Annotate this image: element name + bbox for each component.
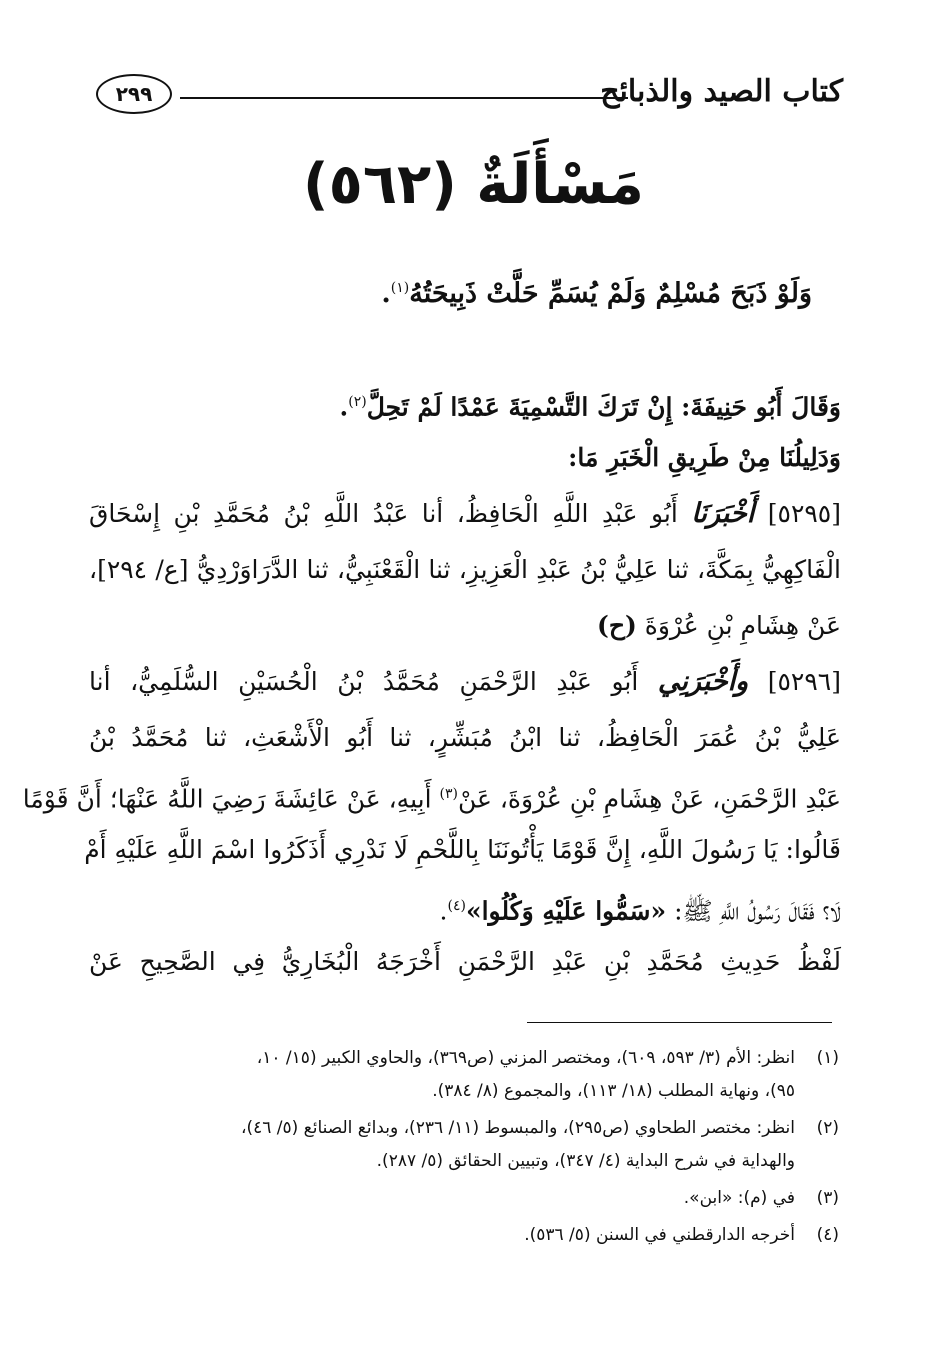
- isnad-text: أَبُو عَبْدِ الرَّحْمَنِ مُحَمَّدُ بْنُ الْحُسَيْنِ السُّلَمِيُّ، أنا: [89, 667, 639, 696]
- text-line: [89, 374, 841, 430]
- text-line: [89, 878, 841, 934]
- footnote-line: انظر: مختصر الطحاوي (ص٢٩٥)، والمبسوط (١١/ ٢٣٦)، وبدائع الصنائع (٥/ ٤٦)،: [240, 1118, 795, 1138]
- footnote: [84, 1112, 839, 1178]
- tahwil-mark: (ح): [597, 611, 637, 640]
- footnote-number: (٢): [816, 1118, 839, 1138]
- header-rule: [180, 97, 628, 99]
- issue-title: مَسْأَلَةٌ (٥٦٢): [303, 152, 644, 217]
- issue-statement: [381, 278, 812, 309]
- hadith-number: [٥٢٩٥]: [767, 499, 841, 528]
- footnote-line: ٩٥)، ونهاية المطلب (١٨/ ١١٣)، والمجموع (٨/ ٣٨٤).: [432, 1081, 795, 1101]
- line-end: .: [339, 392, 349, 422]
- prophetic-quote: «سَمُّوا عَلَيْهِ وَكُلُوا»: [465, 896, 667, 926]
- footnote-ref-1: (١): [390, 280, 410, 296]
- text-line: [89, 654, 841, 710]
- issue-statement-end: .: [381, 278, 391, 309]
- text-line: [89, 934, 841, 990]
- isnad-text: الْفَاكِهِيُّ بِمَكَّةَ، ثنا عَلِيُّ بْنُ عَبْدِ الْعَزِيزِ، ثنا الْقَعْنَبِيُّ، ثنا الدَّرَاوَرْدِيُّ [ع/ ٢٩٤]،: [89, 555, 841, 584]
- hanafi-opinion: وَقَالَ أَبُو حَنِيفَةَ: إِنْ تَرَكَ التَّسْمِيَةَ عَمْدًا لَمْ تَحِلَّ: [366, 392, 841, 422]
- transmission-tag: وأَخْبَرَنِي: [657, 666, 749, 697]
- footnote-line: أخرجه الدارقطني في السنن (٥/ ٥٣٦).: [524, 1225, 795, 1245]
- issue-statement-text: وَلَوْ ذَبَحَ مُسْلِمٌ وَلَمْ يُسَمِّ حَلَّتْ ذَبِيحَتُهُ: [409, 278, 812, 309]
- footnotes: [84, 1042, 839, 1256]
- line-end: .: [439, 896, 448, 926]
- evidence-intro: وَدَلِيلُنَا مِنْ طَرِيقِ الْخَبَرِ مَا:: [568, 443, 841, 472]
- text-line: [22, 766, 841, 822]
- text-line: [89, 598, 841, 654]
- isnad-text: أَبُو عَبْدِ اللَّهِ الْحَافِظُ، أنا عَبْدُ اللَّهِ بْنُ مُحَمَّدِ بْنِ إِسْحَاقَ: [89, 499, 678, 528]
- isnad-text: عَبْدِ الرَّحْمَنِ، عَنْ هِشَامِ بْنِ عُرْوَةَ، عَنْ: [457, 784, 841, 814]
- footnote-ref-4: (٤): [447, 898, 466, 914]
- footnote: [84, 1182, 839, 1215]
- text-line: [84, 822, 841, 878]
- isnad-text: أَبِيهِ، عَنْ عَائِشَةَ رَضِيَ اللَّهُ عَنْهَا؛ أَنَّ قَوْمًا: [22, 784, 432, 814]
- text-line: [89, 710, 841, 766]
- page-number: ٢٩٩: [96, 74, 172, 114]
- footnote-line: انظر: الأم (٣/ ٥٩٣، ٦٠٩)، ومختصر المزني (ص٣٦٩)، والحاوي الكبير (١٥/ ١٠،: [256, 1048, 795, 1068]
- isnad-text: عَلِيُّ بْنُ عُمَرَ الْحَافِظُ، ثنا ابْنُ مُبَشِّرٍ، ثنا أَبُو الْأَشْعَثِ، ثنا مُحَمَّدُ بْنُ: [89, 723, 841, 752]
- footnote-number: (٤): [816, 1225, 839, 1245]
- text-line: [89, 486, 841, 542]
- footnote-line: والهداية في شرح البداية (٤/ ٣٤٧)، وتبيين الحقائق (٥/ ٢٨٧).: [376, 1151, 795, 1171]
- body-text: [22, 374, 841, 990]
- footnote: [84, 1042, 839, 1108]
- page-header: [96, 70, 843, 122]
- footnote-number: (١): [816, 1048, 839, 1068]
- text-line: [89, 542, 841, 598]
- footnote-separator: [527, 1022, 832, 1023]
- matn-text: لَا؟ فَقَالَ رَسُولُ اللَّهِ ﷺ:: [674, 896, 841, 926]
- footnote-line: في (م): «ابن».: [683, 1188, 795, 1208]
- text-line: [89, 430, 841, 486]
- book-title: كتاب الصيد والذبائح: [600, 74, 843, 109]
- transmission-tag: أَخْبَرَنَا: [691, 498, 755, 529]
- footnote: [84, 1219, 839, 1252]
- footnote-ref-2: (٢): [348, 394, 367, 410]
- takhrij-text: لَفْظُ حَدِيثِ مُحَمَّدِ بْنِ عَبْدِ الرَّحْمَنِ أَخْرَجَهُ الْبُخَارِيُّ فِي الصَّحِيحِ عَنْ: [89, 947, 841, 976]
- hadith-number: [٥٢٩٦]: [767, 667, 841, 696]
- isnad-text: عَنْ هِشَامِ بْنِ عُرْوَةَ: [644, 611, 841, 640]
- footnote-number: (٣): [816, 1188, 839, 1208]
- footnote-ref-3: (٣): [439, 786, 458, 802]
- matn-text: قَالُوا: يَا رَسُولَ اللَّهِ، إِنَّ قَوْمًا يَأْتُونَنَا بِاللَّحْمِ لَا نَدْرِي أَذَكَرُوا اسْمَ اللَّهِ عَلَيْهِ أَمْ: [84, 835, 841, 864]
